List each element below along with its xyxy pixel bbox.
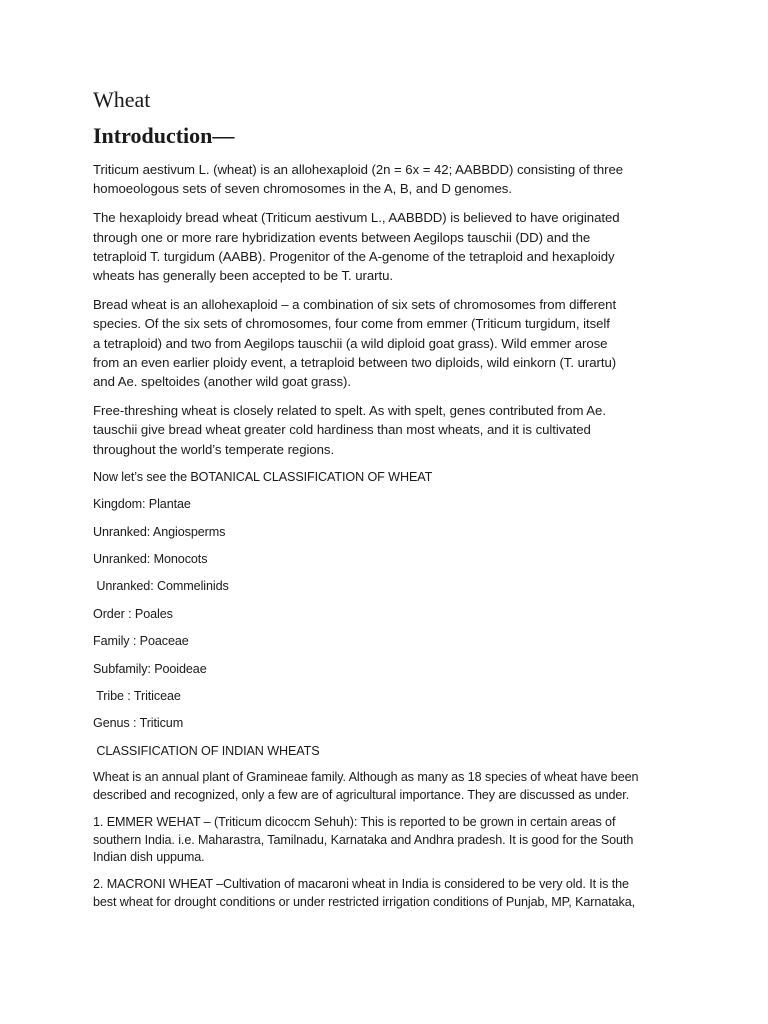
document-title: Wheat (93, 87, 151, 112)
paragraph-allohexaploid: Triticum aestivum L. (wheat) is an allohexaploid (2n = 6x = 42; AABBDD) consisting of three homoeologous sets of seven chromosomes in the A, B, and D genomes. (93, 162, 624, 197)
section-heading: Introduction— (93, 123, 235, 148)
classification-genus: Genus : Triticum (93, 716, 184, 731)
classification-unranked-commelinids: Unranked: Commelinids (93, 579, 229, 594)
paragraph-bread-wheat: Bread wheat is an allohexaploid – a combination of six sets of chromosomes from different species. Of the six sets of chromosomes, four come from emmer (Triticum turgidum, itself a tetraploid) and two from Aegilops tauschii (a wild diploid goat grass). Wild emmer arose from an even earlier ploidy event, a tetraploid between two diploids, wild einkorn (T. urartu) and Ae. speltoides (another wild goat grass). (93, 297, 617, 390)
classification-kingdom: Kingdom: Plantae (93, 497, 191, 512)
classification-subfamily: Subfamily: Pooideae (93, 661, 207, 676)
classification-tribe: Tribe : Triticeae (93, 688, 181, 703)
classification-unranked-monocots: Unranked: Monocots (93, 552, 208, 567)
paragraph-macaroni-wheat: 2. MACRONI WHEAT –Cultivation of macaroni wheat in India is considered to be very old. It is the best wheat for drought conditions or under restricted irrigation conditions of Punjab, MP, Karnataka, (93, 877, 636, 909)
paragraph-free-threshing: Free-threshing wheat is closely related to spelt. As with spelt, genes contributed from Ae. tauschii give bread wheat greater cold hardiness than most wheats, and it is cultivated throughout the world’s temperate regions. (93, 403, 606, 457)
paragraph-origin: The hexaploidy bread wheat (Triticum aestivum L., AABBDD) is believed to have originated through one or more rare hybridization events between Aegilops tauschii (DD) and the tetraploid T. turgidum (AABB). Progenitor of the A-genome of the tetraploid and hexaploidy wheats has generally been accepted to be T. urartu. (93, 210, 620, 284)
classification-intro: Now let’s see the BOTANICAL CLASSIFICATION OF WHEAT (93, 469, 433, 484)
paragraph-annual-plant: Wheat is an annual plant of Gramineae family. Although as many as 18 species of wheat have been described and recognized, only a few are of agricultural importance. They are discussed as under. (93, 770, 639, 802)
paragraph-emmer-wheat: 1. EMMER WEHAT – (Triticum dicoccm Sehuh): This is reported to be grown in certain areas of southern India. i.e. Maharastra, Tamilnadu, Karnataka and Andhra pradesh. It is good for the South Indian dish uppuma. (93, 814, 634, 865)
document-body (93, 86, 683, 921)
classification-family: Family : Poaceae (93, 634, 189, 649)
indian-wheats-heading: CLASSIFICATION OF INDIAN WHEATS (93, 743, 320, 758)
classification-unranked-angiosperms: Unranked: Angiosperms (93, 524, 226, 539)
classification-order: Order : Poales (93, 606, 173, 621)
